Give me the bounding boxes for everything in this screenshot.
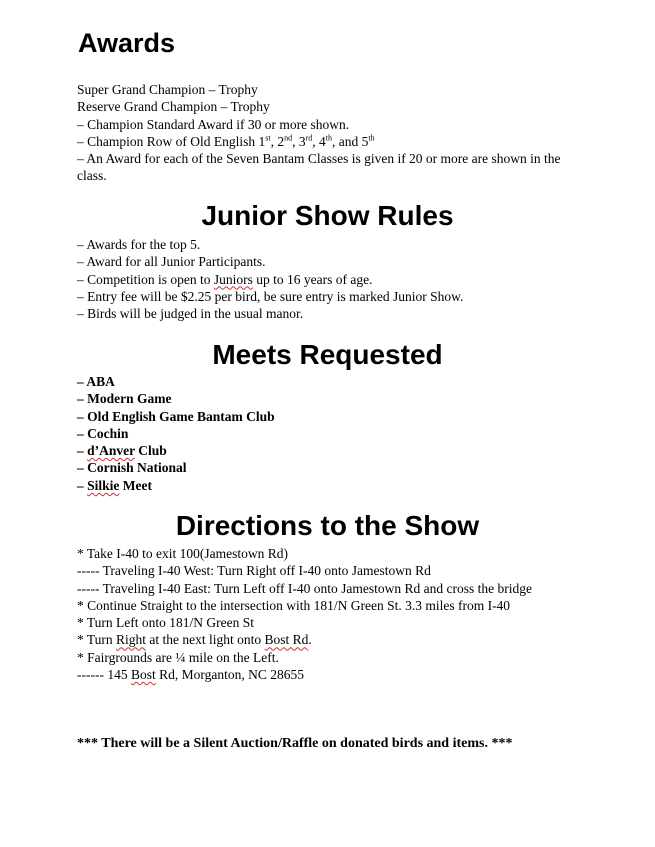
direction-step: ----- Traveling I-40 West: Turn Right off I-40 onto Jamestown Rd: [77, 563, 431, 579]
awards-list: [77, 81, 572, 185]
meet-item: – ABA: [77, 374, 115, 389]
direction-step: * Continue Straight to the intersection with 181/N Green St. 3.3 miles from I-40: [77, 597, 511, 613]
meet-item: [77, 477, 572, 494]
text-fragment: at the next light onto: [146, 632, 265, 648]
meet-item: [77, 442, 572, 459]
text-fragment: ------ 145: [77, 667, 131, 683]
text-fragment: Meet: [119, 477, 152, 493]
junior-show-rules-heading: Junior Show Rules: [201, 200, 454, 231]
spellcheck-word: d’Anver: [87, 443, 135, 459]
awards-line: Reserve Grand Champion – Trophy: [77, 99, 270, 115]
silent-auction-note: *** There will be a Silent Auction/Raffle on donated birds and items. ***: [77, 736, 513, 751]
direction-step: * Turn Left onto 181/N Green St: [77, 615, 254, 631]
text-fragment: –: [77, 477, 88, 493]
ordinal-suffix: th: [325, 133, 332, 143]
meets-list: [77, 373, 572, 494]
directions-heading: Directions to the Show: [175, 510, 480, 541]
junior-rule: – Awards for the top 5.: [77, 237, 201, 252]
ordinal-suffix: st: [265, 133, 271, 143]
direction-step: ----- Traveling I-40 East: Turn Left off I-40 onto Jamestown Rd and cross the bridge: [77, 580, 532, 596]
spellcheck-word: Juniors: [213, 271, 253, 287]
junior-rule: – Birds will be judged in the usual manor.: [77, 306, 304, 322]
junior-rule: – Entry fee will be $2.25 per bird, be sure entry is marked Junior Show.: [77, 288, 464, 304]
awards-line: Super Grand Champion – Trophy: [77, 82, 258, 97]
junior-rule: [77, 271, 572, 288]
text-fragment: , 4: [312, 133, 326, 149]
spellcheck-word: Bost Rd: [264, 632, 309, 648]
directions-list: [77, 545, 572, 683]
meet-item: – Old English Game Bantam Club: [77, 408, 275, 424]
text-fragment: , 3: [292, 133, 306, 149]
meet-item: – Cochin: [77, 425, 129, 441]
direction-step: * Take I-40 to exit 100(Jamestown Rd): [77, 546, 289, 561]
direction-step: [77, 666, 572, 683]
ordinal-suffix: nd: [284, 133, 293, 143]
junior-rule: – Award for all Junior Participants.: [77, 254, 266, 270]
direction-step: * Fairgrounds are ¼ mile on the Left.: [77, 649, 279, 665]
awards-line: – Champion Standard Award if 30 or more shown.: [77, 116, 350, 132]
ordinal-suffix: rd: [305, 133, 313, 143]
text-fragment: Club: [134, 443, 167, 459]
meet-item: – Cornish National: [77, 460, 187, 476]
awards-line: – An Award for each of the Seven Bantam Classes is given if 20 or more are shown in the class.: [77, 151, 561, 184]
awards-line-old-english: [77, 133, 572, 150]
spellcheck-word: Silkie: [87, 477, 120, 493]
text-fragment: – Champion Row of Old English 1: [77, 133, 266, 149]
awards-heading: Awards: [78, 28, 176, 58]
ordinal-suffix: th: [368, 133, 375, 143]
text-fragment: –: [77, 443, 88, 459]
spellcheck-word: Right: [116, 632, 147, 648]
text-fragment: * Turn: [77, 632, 117, 648]
junior-rules-list: [77, 236, 572, 322]
text-fragment: , and 5: [332, 133, 369, 149]
text-fragment: up to 16 years of age.: [252, 271, 373, 287]
spellcheck-word: Bost: [130, 667, 156, 683]
meets-requested-heading: Meets Requested: [212, 339, 443, 370]
text-fragment: .: [308, 632, 312, 648]
meet-item: – Modern Game: [77, 391, 172, 407]
text-fragment: Rd, Morganton, NC 28655: [155, 667, 305, 683]
text-fragment: , 2: [270, 133, 285, 149]
direction-step: [77, 631, 572, 648]
text-fragment: – Competition is open to: [77, 271, 214, 287]
